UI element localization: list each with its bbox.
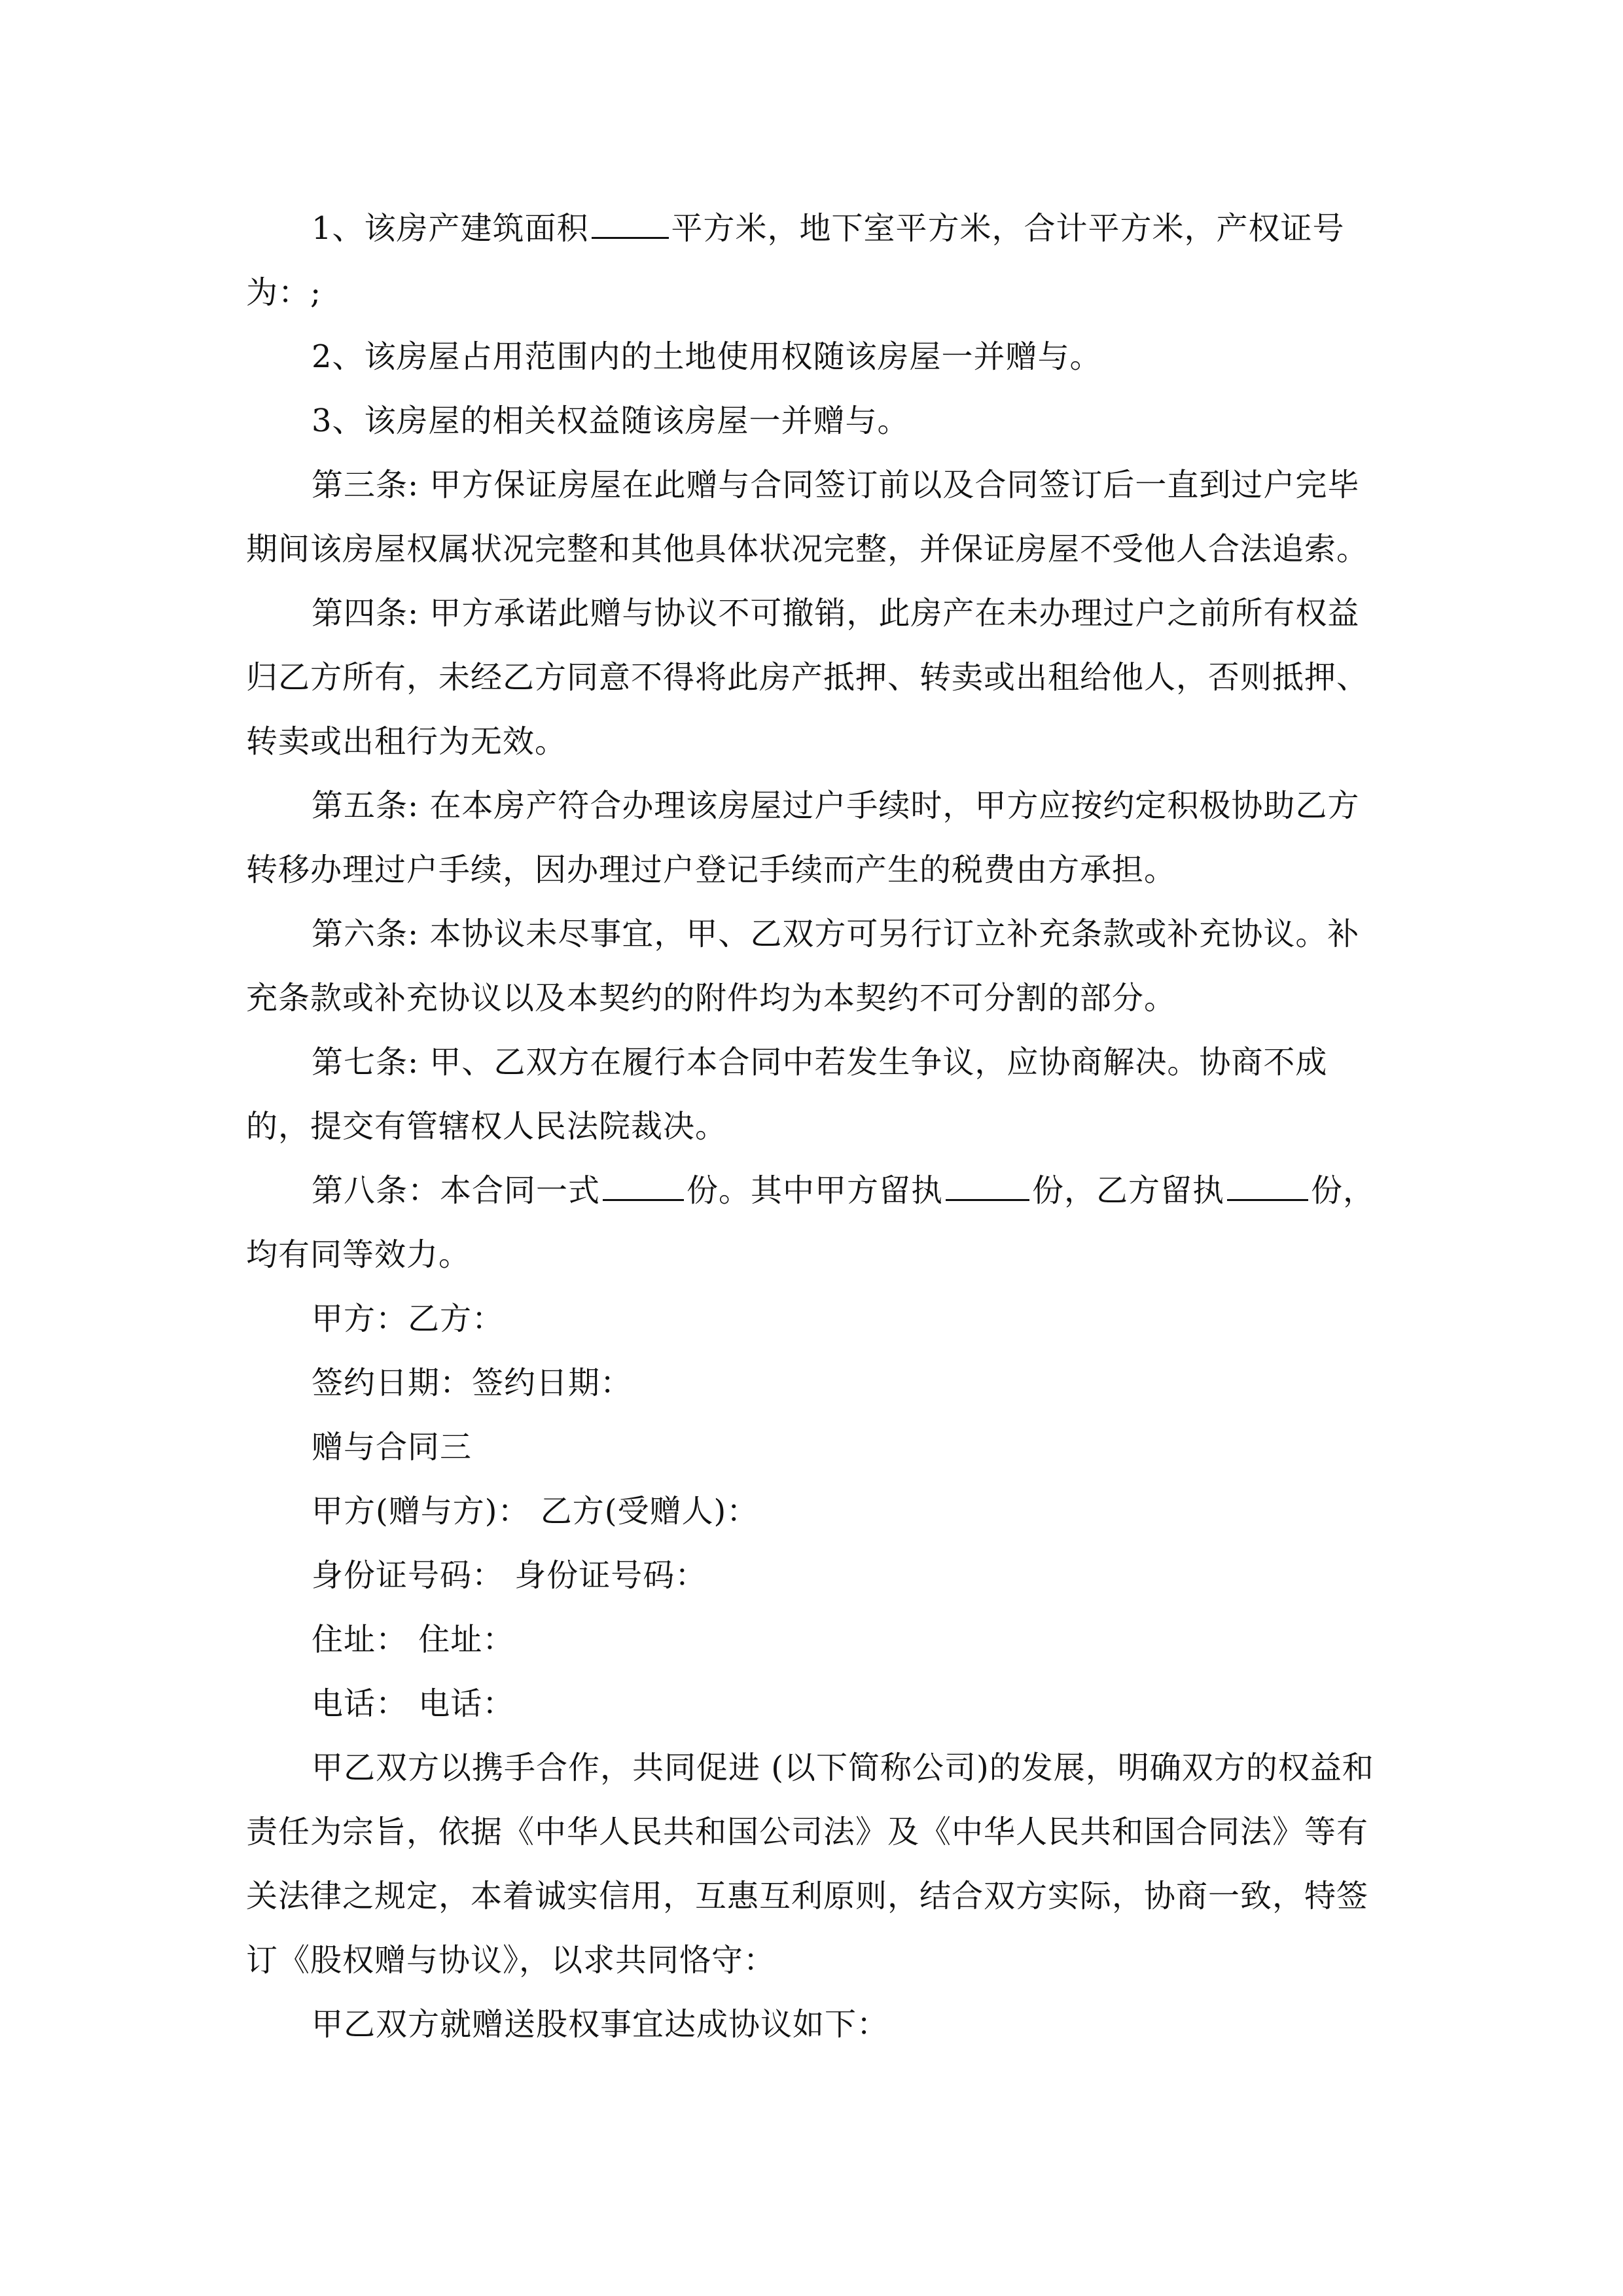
clause-rights: 3、该房屋的相关权益随该房屋一并赠与。 (312, 403, 910, 439)
clause-land-use: 2、该房屋占用范围内的土地使用权随该房屋一并赠与。 (312, 338, 1102, 375)
article-5: 第五条: 在本房产符合办理该房屋过户手续时，甲方应按约定积极协助乙方转移办理过户手续，因办理过户登记手续而产生的税费由方承担。 (246, 787, 1360, 888)
blank-copies-total (603, 1173, 684, 1201)
article-6: 第六条: 本协议未尽事宜，甲、乙双方可另行订立补充条款或补充协议。补充条款或补充协议以及本契约的附件均为本契约不可分割的部分。 (246, 916, 1360, 1016)
blank-copies-party-b (1227, 1173, 1308, 1201)
address-line: 住址： 住址： (312, 1621, 515, 1658)
article-8 (246, 1158, 1381, 1287)
id-number-line: 身份证号码： 身份证号码： (312, 1557, 707, 1594)
blank-area (592, 211, 669, 239)
donor-donee-line: 甲方(赠与方)： 乙方(受赠人)： (312, 1493, 759, 1530)
phone-line: 电话： 电话： (312, 1685, 515, 1722)
article-7: 第七条: 甲、乙双方在履行本合同中若发生争议，应协商解决。协商不成的，提交有管辖权人民法院裁决。 (246, 1044, 1328, 1145)
article-8-text-d: 份，均有同等效力。 (246, 1172, 1376, 1273)
agreement-intro: 甲乙双方就赠送股权事宜达成协议如下： (312, 2006, 889, 2043)
section-title: 赠与合同三 (312, 1429, 473, 1465)
article-3: 第三条: 甲方保证房屋在此赠与合同签订前以及合同签订后一直到过户完毕期间该房屋权属状况完整和其他具体状况完整，并保证房屋不受他人合法追索。 (246, 467, 1369, 567)
clause-area (246, 196, 1381, 325)
article-8-text-c: 份，乙方留执 (1032, 1172, 1225, 1209)
article-8-text-b: 份。其中甲方留执 (687, 1172, 944, 1209)
document-body (246, 196, 1381, 2056)
clause-area-text-1: 1、该房产建筑面积 (312, 210, 589, 247)
parties-line: 甲方：乙方： (312, 1300, 505, 1337)
clause-area-text-2: 平方米，地下室平方米，合计平方米，产权证号为：; (246, 210, 1345, 311)
article-8-text-a: 第八条：本合同一式 (312, 1172, 601, 1209)
blank-copies-party-a (946, 1173, 1029, 1201)
sign-date-line: 签约日期：签约日期： (312, 1365, 633, 1401)
preamble: 甲乙双方以携手合作，共同促进 (以下简称公司)的发展，明确双方的权益和责任为宗旨，依据《中华人民共和国公司法》及《中华人民共和国合同法》等有关法律之规定，本着诚实信用，互惠互利原则，结合双方实际，协商一致，特签订《股权赠与协议》，以求共同恪守： (246, 1749, 1374, 1979)
article-4: 第四条: 甲方承诺此赠与协议不可撤销，此房产在未办理过户之前所有权益归乙方所有，未经乙方同意不得将此房产抵押、转卖或出租给他人，否则抵押、转卖或出租行为无效。 (246, 595, 1369, 760)
